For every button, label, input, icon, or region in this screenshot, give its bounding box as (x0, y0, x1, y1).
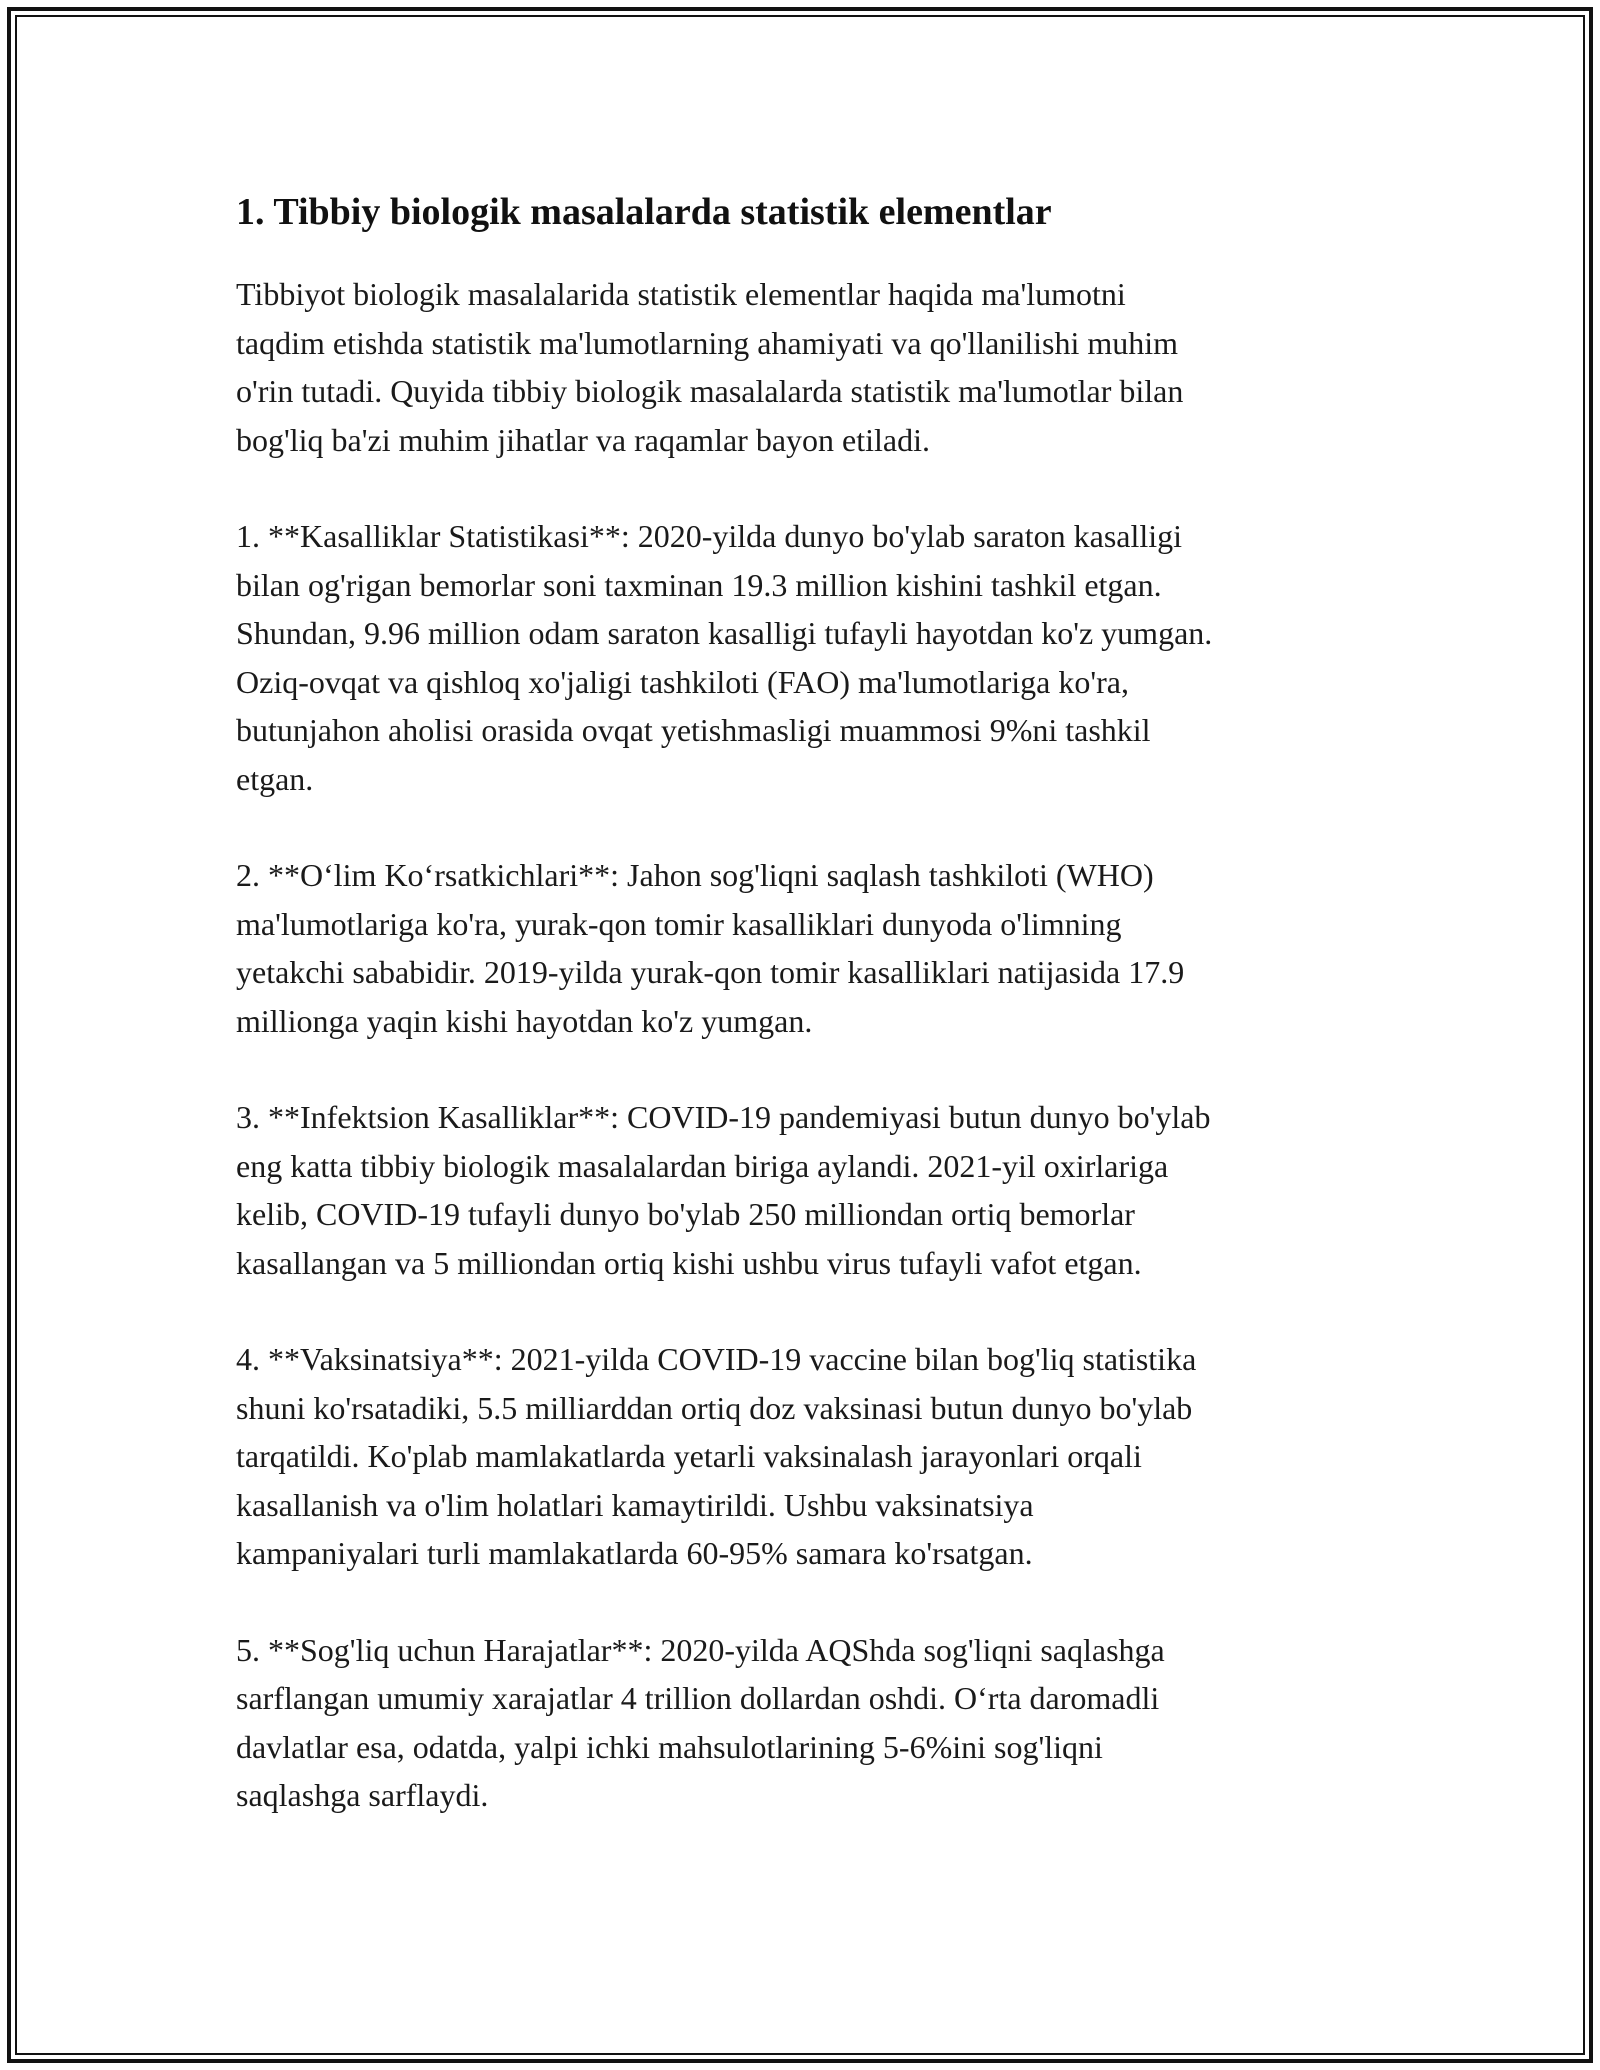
item-infectious-diseases: 3. **Infektsion Kasalliklar**: COVID-19 pandemiyasi butun dunyo bo'ylab eng katta tibbiy biologik masalalardan biriga aylandi. 2021-yil oxirlariga kelib, COVID-19 tufayli dunyo bo'ylab 250 milliondan ortiq bemorlar kasallangan va 5 milliondan ortiq kishi ushbu virus tufayli vafot etgan. (236, 1099, 1211, 1281)
intro-paragraph: Tibbiyot biologik masalalarida statistik elementlar haqida ma'lumotni taqdim etishda statistik ma'lumotlarning ahamiyati va qo'llanilishi muhim o'rin tutadi. Quyida tibbiy biologik masalalarda statistik ma'lumotlar bilan bog'liq ba'zi muhim jihatlar va raqamlar bayon etiladi. (236, 276, 1184, 458)
item-disease-statistics: 1. **Kasalliklar Statistikasi**: 2020-yilda dunyo bo'ylab saraton kasalligi bilan og'rigan bemorlar soni taxminan 19.3 million kishini tashkil etgan. Shundan, 9.96 million odam saraton kasalligi tufayli hayotdan ko'z yumgan. Oziq-ovqat va qishloq xo'jaligi tashkiloti (FAO) ma'lumotlariga ko'ra, butunjahon aholisi orasida ovqat yetishmasligi muammosi 9%ni tashkil etgan. (236, 518, 1213, 797)
item-vaccination: 4. **Vaksinatsiya**: 2021-yilda COVID-19 vaccine bilan bog'liq statistika shuni ko'rsatadiki, 5.5 milliarddan ortiq doz vaksinasi butun dunyo bo'ylab tarqatildi. Ko'plab mamlakatlarda yetarli vaksinalash jarayonlari orqali kasallanish va o'lim holatlari kamaytirildi. Ushbu vaksinatsiya kampaniyalari turli mamlakatlarda 60-95% samara ko'rsatgan. (236, 1341, 1197, 1571)
item-health-expenditures: 5. **Sog'liq uchun Harajatlar**: 2020-yilda AQShda sog'liqni saqlashga sarflangan umumiy xarajatlar 4 trillion dollardan oshdi. Oʻrta daromadli davlatlar esa, odatda, yalpi ichki mahsulotlarining 5-6%ini sog'liqni saqlashga sarflaydi. (236, 1631, 1165, 1813)
item-mortality-indicators: 2. **Oʻlim Koʻrsatkichlari**: Jahon sog'liqni saqlash tashkiloti (WHO) ma'lumotlariga ko'ra, yurak-qon tomir kasalliklari dunyoda o'limning yetakchi sababidir. 2019-yilda yurak-qon tomir kasalliklari natijasida 17.9 millionga yaqin kishi hayotdan ko'z yumgan. (236, 857, 1185, 1039)
document-title: 1. Tibbiy biologik masalalarda statistik elementlar (236, 191, 1052, 233)
document-body (236, 188, 1366, 1868)
